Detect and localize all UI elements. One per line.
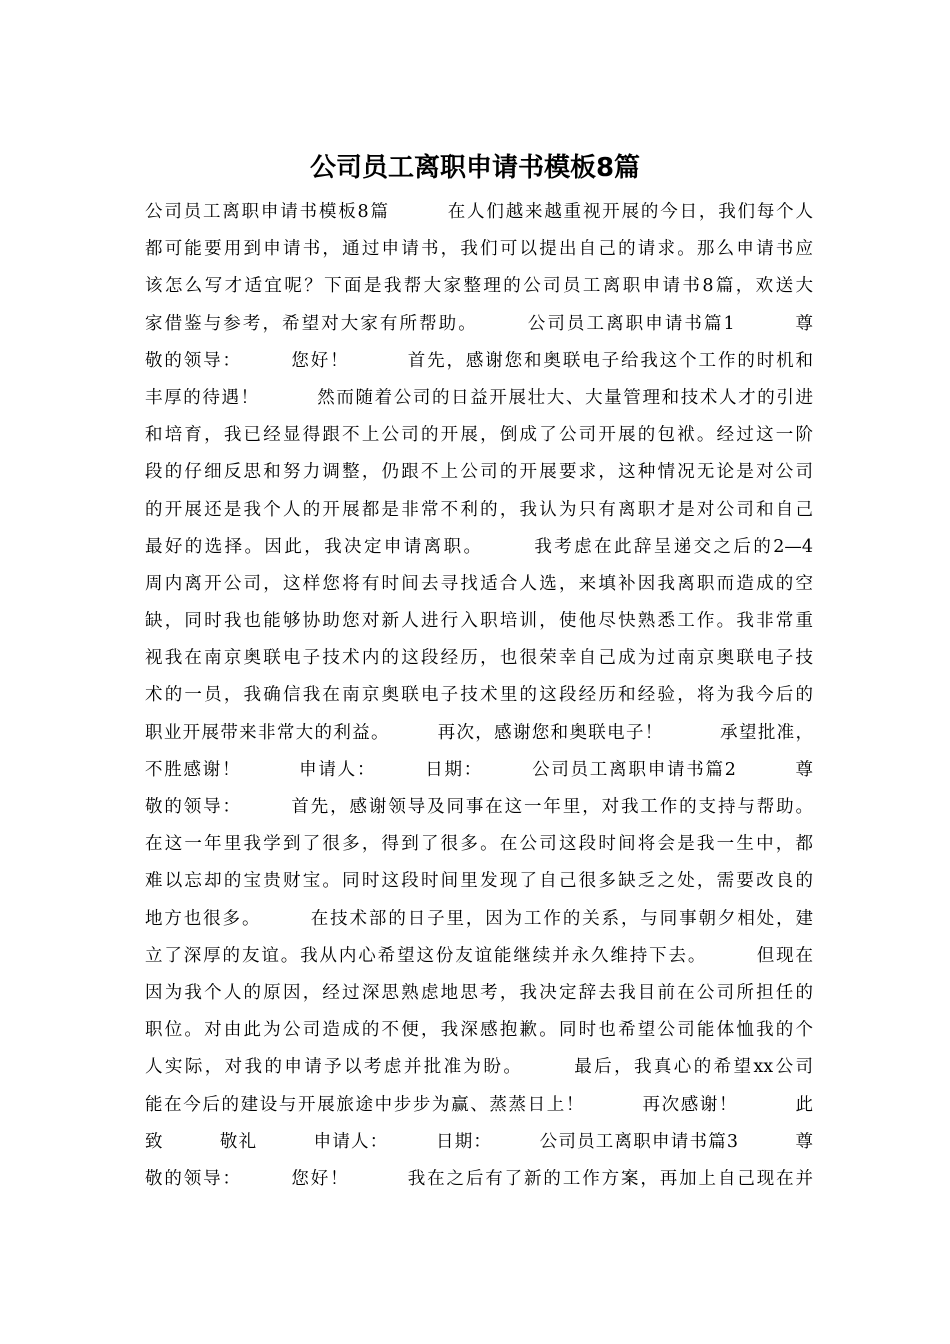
body-line: 在这一年里我学到了很多，得到了很多。在公司这段时间将会是我一生中，都 (145, 834, 813, 855)
body-line: 不胜感谢！ 申请人： 日期： 公司员工离职申请书篇2 尊 (145, 759, 813, 780)
body-line: 缺，同时我也能够协助您对新人进行入职培训，使他尽快熟悉工作。我非常重 (145, 611, 813, 632)
body-line: 段的仔细反思和努力调整，仍跟不上公司的开展要求，这种情况无论是对公司 (145, 462, 813, 483)
body-line: 术的一员，我确信我在南京奥联电子技术里的这段经历和经验，将为我今后的 (145, 685, 813, 706)
body-line: 敬的领导： 首先，感谢领导及同事在这一年里，对我工作的支持与帮助。 (145, 797, 813, 817)
body-line: 职业开展带来非常大的利益。 再次，感谢您和奥联电子！ 承望批准， (145, 722, 813, 743)
body-line: 的开展还是我个人的开展都是非常不利的，我认为只有离职才是对公司和自己 (145, 499, 813, 520)
document-title: 公司员工离职申请书模板8篇 (309, 153, 641, 183)
body-line: 最好的选择。因此，我决定申请离职。 我考虑在此辞呈递交之后的2—4 (145, 536, 813, 557)
body-line: 丰厚的待遇！ 然而随着公司的日益开展壮大、大量管理和技术人才的引进 (145, 387, 813, 408)
body-line: 因为我个人的原因，经过深思熟虑地思考，我决定辞去我目前在公司所担任的 (145, 982, 813, 1003)
body-line: 人实际，对我的申请予以考虑并批准为盼。 最后，我真心的希望xx公司 (145, 1057, 813, 1078)
body-line: 能在今后的建设与开展旅途中步步为赢、蒸蒸日上！ 再次感谢！ 此 (145, 1094, 813, 1115)
body-line: 视我在南京奥联电子技术内的这段经历，也很荣幸自己成为过南京奥联电子技 (145, 648, 813, 669)
body-line: 公司员工离职申请书模板8篇 在人们越来越重视开展的今日，我们每个人 (145, 202, 813, 222)
body-line: 该怎么写才适宜呢？下面是我帮大家整理的公司员工离职申请书8篇，欢送大 (145, 276, 813, 297)
body-line: 立了深厚的友谊。我从内心希望这份友谊能继续并永久维持下去。 但现在 (145, 945, 813, 966)
body-line: 敬的领导： 您好！ 首先，感谢您和奥联电子给我这个工作的时机和 (145, 350, 813, 371)
document-body (145, 194, 813, 1198)
body-line: 难以忘却的宝贵财宝。同时这段时间里发现了自己很多缺乏之处，需要改良的 (145, 871, 813, 892)
body-line: 和培育，我已经显得跟不上公司的开展，倒成了公司开展的包袱。经过这一阶 (145, 425, 813, 446)
body-line: 致 敬礼 申请人： 日期： 公司员工离职申请书篇3 尊 (145, 1131, 813, 1152)
body-line: 都可能要用到申请书，通过申请书，我们可以提出自己的请求。那么申请书应 (145, 239, 813, 260)
body-line: 地方也很多。 在技术部的日子里，因为工作的关系，与同事朝夕相处，建 (145, 908, 813, 929)
body-line: 敬的领导： 您好！ 我在之后有了新的工作方案，再加上自己现在并 (145, 1168, 813, 1189)
body-line: 家借鉴与参考，希望对大家有所帮助。 公司员工离职申请书篇1 尊 (145, 313, 813, 334)
body-line: 职位。对由此为公司造成的不便，我深感抱歉。同时也希望公司能体恤我的个 (145, 1020, 813, 1041)
body-line: 周内离开公司，这样您将有时间去寻找适合人选，来填补因我离职而造成的空 (145, 573, 813, 594)
